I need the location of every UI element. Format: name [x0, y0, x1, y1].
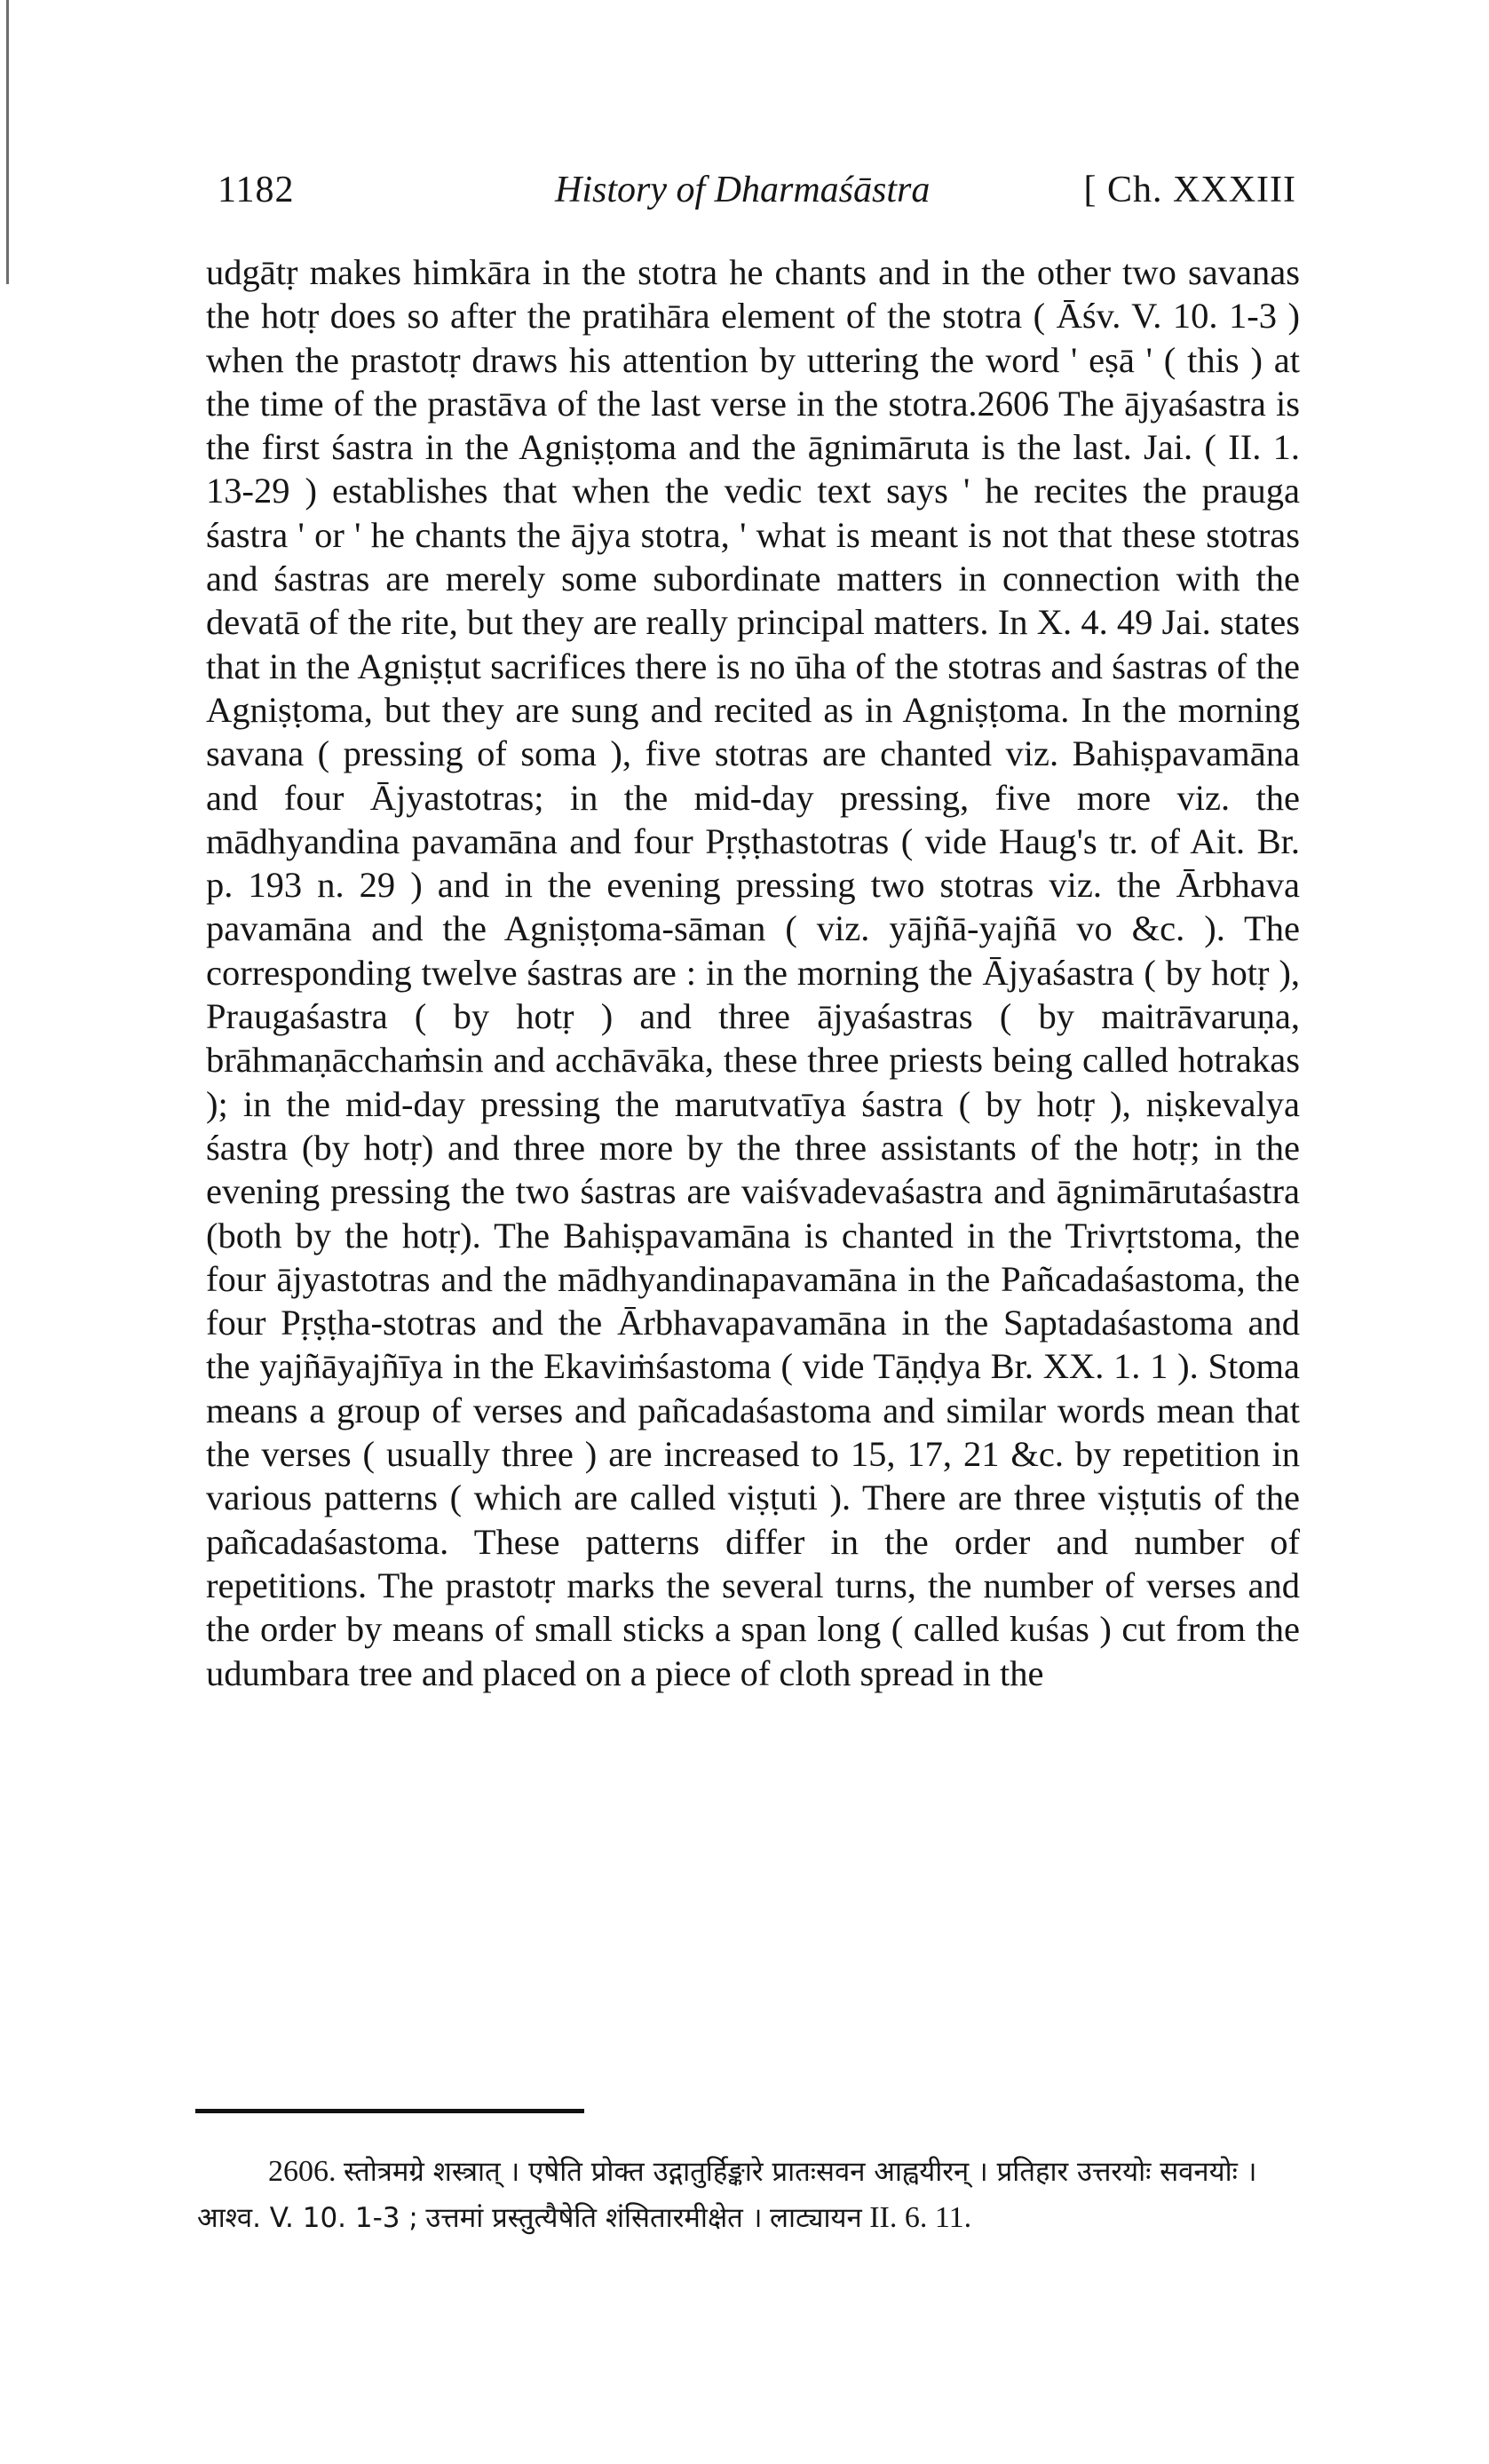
page-number: 1182	[218, 170, 295, 210]
running-title: History of Dharmaśāstra	[555, 170, 931, 210]
scan-edge-line	[6, 0, 9, 284]
footnote-citation: आश्व. V. 10. 1-3 ;	[197, 2202, 418, 2234]
footnote-sanskrit-quote-2: उत्तमां प्रस्तुत्यैषेति शंसितारमीक्षेत ।	[425, 2202, 763, 2234]
chapter-label: [ Ch. XXXIII	[1083, 170, 1296, 210]
footnote-source-ref: II. 6. 11.	[869, 2201, 972, 2234]
footnote-number: 2606.	[268, 2155, 337, 2188]
footnote-2606	[197, 2149, 1298, 2241]
footnote-sanskrit-quote: स्तोत्रमग्रे शस्त्रात् । एषेति प्रोक्त उद्गातुर्हिङ्कारे प्रातःसवन आह्वयीरन् । प्रतिहार उत्तरयोः सवनयोः ।	[344, 2156, 1257, 2188]
running-head	[218, 169, 1296, 222]
body-paragraph: udgātṛ makes himkāra in the stotra he chants and in the other two savanas the hotṛ does so after the pratihāra element of the stotra ( Āśv. V. 10. 1-3 ) when the prastotṛ draws his attention by uttering the word ' eṣā ' ( this ) at the time of the prastāva of the last verse in the stotra.2606 The ājyaśastra is the first śastra in the Agniṣṭoma and the āgnimāruta is the last. Jai. ( II. 1. 13-29 ) establishes that when the vedic text says ' he recites the prauga śastra ' or ' he chants the ājya stotra, ' what is meant is not that these stotras and śastras are merely some subordinate matters in connection with the devatā of the rite, but they are really principal matters. In X. 4. 49 Jai. states that in the Agniṣṭut sacrifices there is no ūha of the stotras and śastras of the Agniṣṭoma, but they are sung and recited as in Agniṣṭoma. In the morning savana ( pressing of soma ), five stotras are chanted viz. Bahiṣpavamāna and four Ājyastotras; in the mid-day pressing, five more viz. the mādhyandina pavamāna and four Pṛṣṭhastotras ( vide Haug's tr. of Ait. Br. p. 193 n. 29 ) and in the evening pressing two stotras viz. the Ārbhava pavamāna and the Agniṣṭoma-sāman ( viz. yājñā-yajñā vo &c. ). The corresponding twelve śastras are : in the morning the Ājyaśastra ( by hotṛ ), Praugaśastra ( by hotṛ ) and three ājyaśastras ( by maitrāvaruṇa, brāhmaṇācchaṁsin and acchāvāka, these three priests being called hotrakas ); in the mid-day pressing the marutvatīya śastra ( by hotṛ ), niṣkevalya śastra (by hotṛ) and three more by the three assistants of the hotṛ; in the evening pressing the two śastras are vaiśvadevaśastra and āgnimārutaśastra (both by the hotṛ). The Bahiṣpavamāna is chanted in the Trivṛtstoma, the four ājyastotras and the mādhyandinapavamāna in the Pañcadaśastoma, the four Pṛṣṭha-stotras and the Ārbhavapavamāna in the Saptadaśastoma and the yajñāyajñīya in the Ekaviṁśastoma ( vide Tāṇḍya Br. XX. 1. 1 ). Stoma means a group of verses and pañcadaśastoma and similar words mean that the verses ( usually three ) are increased to 15, 17, 21 &c. by repetition in various patterns ( which are called viṣṭuti ). There are three viṣṭutis of the pañcadaśastoma. These patterns differ in the order and number of repetitions. The prastotṛ marks the several turns, the number of verses and the order by means of small sticks a span long ( called kuśas ) cut from the udumbara tree and placed on a piece of cloth spread in the	[206, 252, 1300, 1693]
footnote-source: लाट्यायन	[769, 2202, 862, 2234]
footnote-rule	[195, 2109, 584, 2113]
